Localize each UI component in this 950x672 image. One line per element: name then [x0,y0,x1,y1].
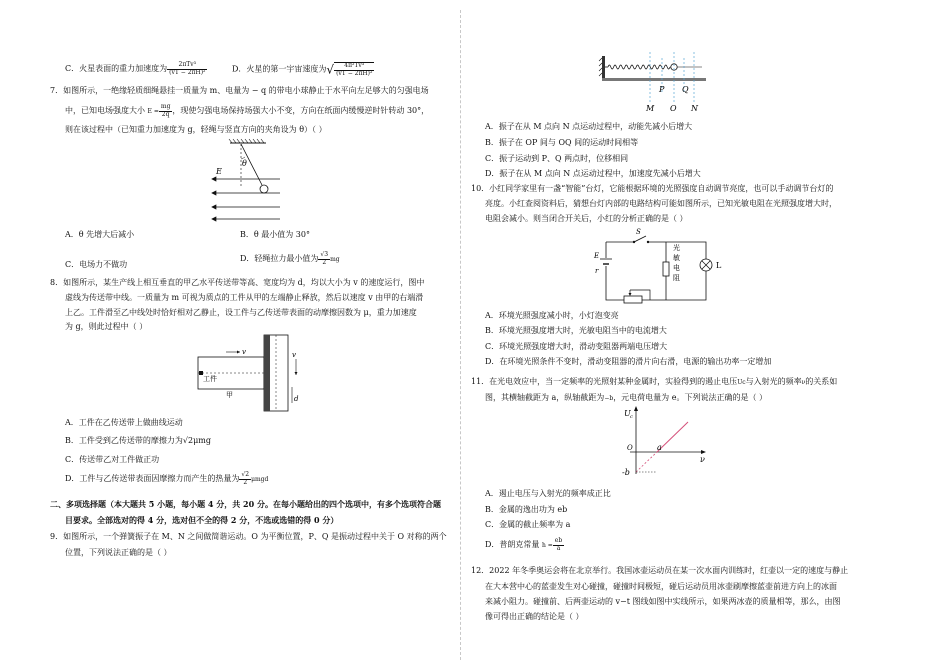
q8-stem-line3: 上乙。工件滑至乙中线处时恰好相对乙静止，设工件与乙传送带表面的动摩擦因数为 μ，重力加速度 [65,308,417,317]
circuit-wires [606,242,706,300]
q9-option-b: B．振子在 OP 间与 OQ 间的运动时间相等 [485,138,639,147]
q8-stem-line4: 为 g，则此过程中（ ） [65,322,148,331]
q6-option-d-fraction [334,62,374,77]
q7-pendulum-figure [210,141,280,221]
charged-ball-icon [260,185,268,193]
q11-stem-line1 [471,377,837,387]
q6-option-c-fraction [167,62,207,76]
x-axis-label: ν [700,455,705,464]
rail-bar [602,78,706,81]
q12-stem-line2: 在大本营中心的蓝壶发生对心碰撞，碰撞时间极短，碰后运动员用冰壶刷摩擦蓝壶前进方向上的冰面 [485,582,837,591]
photoresistor-label-3: 电 [673,264,680,272]
switch-gap [634,239,648,245]
field-lines [212,177,280,221]
point-p-label: P [659,85,665,94]
q10-option-a: A．环境光照强度减小时，小灯泡变亮 [485,311,619,320]
q7-d-numerator: √3 [320,251,329,258]
q10-option-d: D．在环境光照条件不变时，滑动变阻器的滑片向右滑，电源的输出功率一定增加 [485,357,772,366]
q10-stem-line3: 电阻会减小。则当闭合开关后，小红的分析正确的是（ ） [485,214,688,223]
q11-d-lhs: h = [541,542,553,550]
q8-stem-line2: 虚线为传送带中线。一质量为 m 可视为质点的工件从甲的左端静止释放，然后以速度 v 由甲的右端滑 [65,293,424,302]
q8-d-denominator: 2 [243,478,248,486]
photoresistor-icon [663,262,669,276]
q8-option-c: C．传送带乙对工件做正功 [65,455,160,464]
q11-line1-part-c: 的关系如 [805,377,838,386]
q7-d-denominator: 2 [322,258,327,266]
battery-e-label: E [594,252,600,260]
q7-field-lhs: E = [147,108,159,116]
arrow-head-icon [629,293,632,296]
q7-field-numerator: mg [160,103,171,110]
q8-conveyor-figure [196,335,316,411]
switch-contact [647,241,649,243]
q7-stem-line1: 7．如图所示，一绝缘轻质细绳悬挂一质量为 m、电量为 − q 的带电小球静止于水平向左足够大的匀强电场 [50,86,429,95]
photoresistor-label-1: 光 [673,244,680,252]
q11-minus-b-symbol: −b [604,395,614,402]
q8-d-fraction [239,472,251,486]
lamp-l-label: L [716,261,722,270]
q6-d-numerator: 4π²Tv³ [334,63,374,71]
q11-graph-figure [620,404,710,480]
q8-option-b [65,436,211,446]
q9-stem-line2: 位置，下列说法正确的是（ ） [65,548,172,557]
y-axis-label: U [624,409,631,418]
q9-stem-line1: 9．如图所示，一个弹簧振子在 M、N 之间做简谐运动。O 为平衡位置，P、Q 是振动过程中关于 O 对称的两个 [50,532,447,541]
rheostat-icon [624,296,642,303]
q12-stem-line1: 12．2022 年冬季奥运会将在北京举行。我国冰壶运动员在某一次水面内训练时，红壶以一定的速度与静止 [471,566,849,575]
y-axis-subscript: c [630,414,633,420]
q9-option-a: A．振子在从 M 点向 N 点运动过程中，动能先减小后增大 [485,122,693,131]
q10-stem-line2: 亮度。小红查阅资料后，猜想台灯内部的电路结构可能如图所示，已知光敏电阻在光照强度增大时， [485,199,837,208]
q11-line1-part-a: 11．在光电效应中，当一定频率的光照射某种金属时，实验得到的遏止电压 [471,377,738,386]
q10-option-c: C．环境光照强度增大时，滑动变阻器两端电压增大 [485,342,668,351]
q6-d-denominator: (vT − 2πH)² [336,69,373,77]
conveyor-jia-label: 甲 [226,391,233,399]
q11-d-numerator: eb [554,537,563,544]
q11-line2-part-b: ，元电荷电量为 e。下列说法正确的是（ ） [613,393,768,402]
q11-option-b: B．金属的逸出功为 eb [485,505,568,514]
q12-stem-line4: 像可得出正确的结论是（ ） [485,612,584,621]
arrow-head-icon [634,406,638,411]
section2-heading-line1: 二、多项选择题（本大题共 5 小题，每小题 4 分，共 20 分。在每小题给出的四个选项中，有多个选项符合题 [50,499,441,509]
width-d-label: d [294,395,299,403]
q8-d-numerator: √2 [241,471,250,478]
point-o-label: O [670,104,677,113]
q11-nu-symbol: ν [801,379,806,386]
q11-d-fraction [553,538,564,552]
q9-spring-figure [598,52,710,114]
y-intercept-label: -b [622,468,630,477]
q9-option-d: D．振子在从 M 点向 N 点运动过程中，加速度先减小后增大 [485,169,701,178]
q7-d-tail: mg [330,256,340,264]
q8-option-d [65,472,268,486]
theta-label: θ [242,159,247,168]
q7-field-fraction [159,104,173,118]
wall-icon [602,56,605,78]
q8-option-b-value: √2μmg [182,436,211,445]
q12-stem-line3: 来减小阻力。碰撞前、后两壶运动的 v−t 图线如图中实线所示，如果两冰壶的质量相等，那么，由图 [485,597,841,606]
workpiece-label: 工件 [203,375,217,383]
q8-option-d-text: D．工件与乙传送带表面因摩擦力而产生的热量为 [65,474,240,484]
switch-s-label: S [636,228,641,236]
graph-extension-line [636,452,657,472]
q11-uc-symbol: Uc [737,379,746,386]
point-m-label: M [646,104,655,113]
battery-r-label: r [595,267,599,275]
q11-line2-part-a: 图，其横轴截距为 a，纵轴截距为 [485,393,605,402]
q7-option-b: B．θ 最小值为 30° [240,230,310,239]
field-e-label: E [216,167,222,176]
q6-option-d [232,62,374,77]
q6-c-numerator: 2πTv³ [167,62,207,70]
q7-option-a: A．θ 先增大后减小 [65,230,135,239]
q7-d-fraction [318,252,330,266]
section2-heading-line2: 目要求。全部选对的得 4 分，选对但不全的得 2 分，不选或选错的得 0 分） [65,515,339,525]
photoresistor-label-4: 阻 [673,274,680,282]
q8-d-tail: μmgd [251,476,269,484]
ceiling-hatch-icon [229,139,264,143]
q6-option-c [65,62,207,76]
origin-label: O [627,444,633,452]
point-q-label: Q [682,85,689,94]
jia-velocity-label: v [242,348,246,356]
arrow-head-icon [701,450,706,454]
q6-c-denominator: (vT − 2πH)² [169,68,206,76]
sqrt-sign-icon: √ [326,62,335,77]
arrow-head-icon [295,372,298,375]
column-divider [460,10,461,660]
conveyor-yi-edge [264,335,270,411]
q6-option-d-text: D．火星的第一宇宙速度为 [232,64,327,74]
q9-option-c: C．振子运动到 P、Q 两点时，位移相同 [485,154,629,163]
q10-option-b: B．环境光照强度增大时，光敏电阻当中的电流增大 [485,326,667,335]
q11-option-d-text: D．普朗克常量 [485,540,540,550]
q7-stem-line2 [65,104,429,118]
q10-circuit-figure [594,228,722,304]
q7-field-denominator: 2q [161,110,170,118]
q7-stem-line3: 则在该过程中（已知重力加速度为 g，轻绳与竖直方向的夹角设为 θ）（ ） [65,125,327,134]
q6-option-c-text: C．火星表面的重力加速度为 [65,64,168,74]
q7-option-d-text: D．轻绳拉力最小值为 [240,254,319,264]
switch-pivot [633,241,635,243]
q7-line2-suffix: ，现使匀强电场保持场强大小不变，方向在纸面内缓慢逆时针转动 30°， [172,106,430,116]
q11-option-c: C．金属的截止频率为 a [485,520,571,529]
q7-line2-prefix: 中，已知电场强度大小 [65,106,145,116]
spring-icon [608,65,670,69]
q10-stem-line1: 10．小红同学家里有一盏“智能”台灯，它能根据环境的光照强度自动调节亮度，也可以手动调节台灯的 [471,184,834,193]
q8-option-a: A．工件在乙传送带上做曲线运动 [65,418,183,427]
wall-hatch-icon [599,58,602,76]
q8-stem-line1: 8．如图所示，某生产线上相互垂直的甲乙水平传送带等高、宽度均为 d，均以大小为 v 的速度运行，图中 [50,278,425,287]
q7-option-d [240,252,340,266]
yi-velocity-label: v [292,351,296,359]
q7-option-c: C．电场力不做功 [65,260,128,269]
photoresistor-label-2: 敏 [673,254,680,262]
q11-line1-part-b: 与入射光的频率 [745,377,802,386]
point-n-label: N [691,104,698,113]
q11-d-denominator: a [556,544,561,552]
x-intercept-label: a [657,443,662,452]
q8-option-b-text: B．工件受到乙传送带的摩擦力为 [65,436,183,445]
q11-option-d [485,538,564,552]
q11-stem-line2 [485,393,767,403]
position-markers [650,52,694,102]
q11-option-a: A．遏止电压与入射光的频率成正比 [485,489,611,498]
arrow-head-icon [237,351,240,354]
